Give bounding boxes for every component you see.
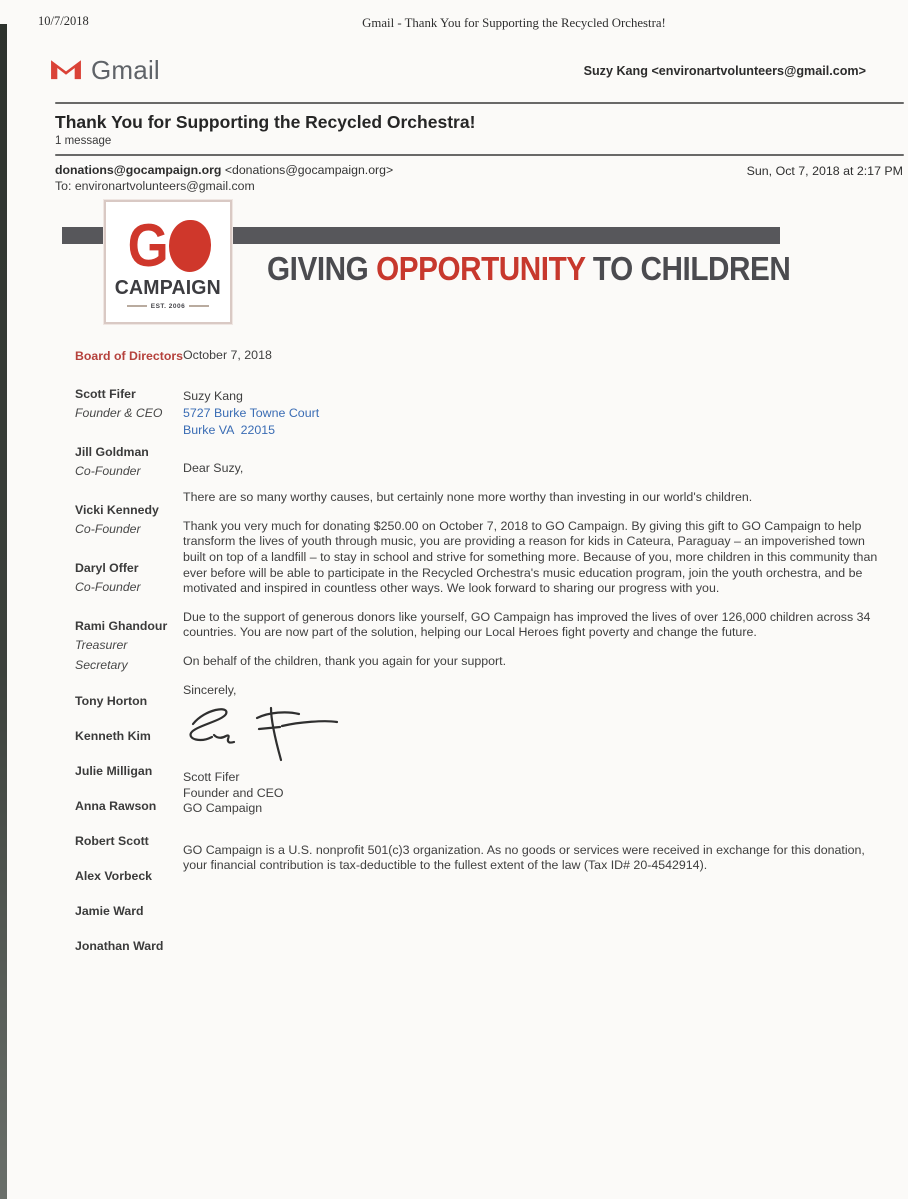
board-member: Tony Horton <box>75 694 148 708</box>
letter-body <box>75 348 880 973</box>
signer-name: Scott Fifer <box>183 770 240 785</box>
banner-tagline <box>267 250 790 288</box>
go-campaign-banner <box>62 200 857 332</box>
go-campaign-logo <box>104 200 232 324</box>
account-identity: Suzy Kang <environartvolunteers@gmail.com> <box>583 64 866 78</box>
message-count: 1 message <box>55 135 112 147</box>
board-member: Jamie Ward <box>75 904 144 918</box>
tax-footnote: GO Campaign is a U.S. nonprofit 501(c)3 organization. As no goods or services were received in exchange for this donation, your financial contribution is tax-deductible to the fullest extent of the law (Tax ID# 20-4542914). <box>183 842 865 873</box>
email-subject: Thank You for Supporting the Recycled Orchestra! <box>55 112 476 132</box>
board-member: Anna Rawson <box>75 799 157 813</box>
print-date: 10/7/2018 <box>38 14 89 28</box>
sender-email: <donations@gocampaign.org> <box>224 163 394 177</box>
address-link-line2[interactable]: Burke VA 22015 <box>183 422 276 437</box>
board-member: Rami Ghandour Treasurer Secretary <box>75 619 168 672</box>
board-member: Scott Fifer Founder & CEO <box>75 387 163 420</box>
closing: Sincerely, <box>183 682 237 697</box>
address-link-line1[interactable]: 5727 Burke Towne Court <box>183 405 320 420</box>
board-of-directors-column <box>75 348 183 973</box>
go-logo-letters <box>125 211 212 279</box>
board-heading: Board of Directors <box>75 349 183 363</box>
go-logo-o-circle <box>169 220 211 272</box>
signer-title: Founder and CEO <box>183 785 284 800</box>
board-member: Jill Goldman Co-Founder <box>75 445 149 478</box>
recipient-address-block <box>183 388 880 439</box>
est-year: EST. 2006 <box>127 303 210 310</box>
from-row <box>55 163 903 177</box>
board-member: Jonathan Ward <box>75 939 164 953</box>
letter-date: October 7, 2018 <box>183 348 272 362</box>
recipient-line: To: environartvolunteers@gmail.com <box>55 179 255 193</box>
board-member: Robert Scott <box>75 834 149 848</box>
board-member: Julie Milligan <box>75 764 153 778</box>
gmail-logo <box>48 54 160 86</box>
letter-paragraph: On behalf of the children, thank you again for your support. <box>183 653 507 668</box>
message-date: Sun, Oct 7, 2018 at 2:17 PM <box>746 164 903 178</box>
go-logo-g: G <box>127 211 166 279</box>
divider-line <box>55 154 904 156</box>
scan-edge-shadow <box>0 24 7 1199</box>
signature-image <box>183 702 880 764</box>
letter-paragraph: There are so many worthy causes, but certainly none more worthy than investing in our world's children. <box>183 490 753 505</box>
board-member: Vicki Kennedy Co-Founder <box>75 503 159 536</box>
signer-block <box>183 770 880 817</box>
tagline-part-2: TO CHILDREN <box>585 250 791 287</box>
board-member: Alex Vorbeck <box>75 869 153 883</box>
recipient-name: Suzy Kang <box>183 388 243 403</box>
sender-name: donations@gocampaign.org <box>55 163 222 177</box>
signer-org: GO Campaign <box>183 801 263 816</box>
campaign-wordmark: CAMPAIGN <box>114 275 222 299</box>
salutation: Dear Suzy, <box>183 460 244 475</box>
gmail-header <box>48 50 868 94</box>
tagline-highlight: OPPORTUNITY <box>376 250 586 287</box>
letter-paragraph: Thank you very much for donating $250.00 on October 7, 2018 to GO Campaign. By giving this gift to GO Campaign to help transform the lives of youth through music, you are providing a reason for kids in Cateura, Paraguay – an impoverished town built on top of a landfill – to stay in school and strive for something more. Because of you, more children in this community than ever before will be able to participate in the Recycled Orchestra's music education program, join the youth orchestra, and be motivated and inspired in countless other ways. We look forward to sharing our progress with you. <box>183 518 878 596</box>
letter-paragraph: Due to the support of generous donors like yourself, GO Campaign has improved the lives of over 126,000 children across 34 countries. You are now part of the solution, helping our Local Heroes fight poverty and change the future. <box>183 609 871 640</box>
print-header <box>0 12 908 32</box>
tagline-part-1: GIVING <box>267 250 377 287</box>
gmail-wordmark: Gmail <box>91 54 160 85</box>
gmail-m-icon <box>48 54 84 86</box>
board-member: Kenneth Kim <box>75 729 151 743</box>
letter-content <box>183 348 880 973</box>
divider-line <box>55 102 904 104</box>
board-member: Daryl Offer Co-Founder <box>75 561 141 594</box>
print-page-title: Gmail - Thank You for Supporting the Recycled Orchestra! <box>362 16 666 30</box>
